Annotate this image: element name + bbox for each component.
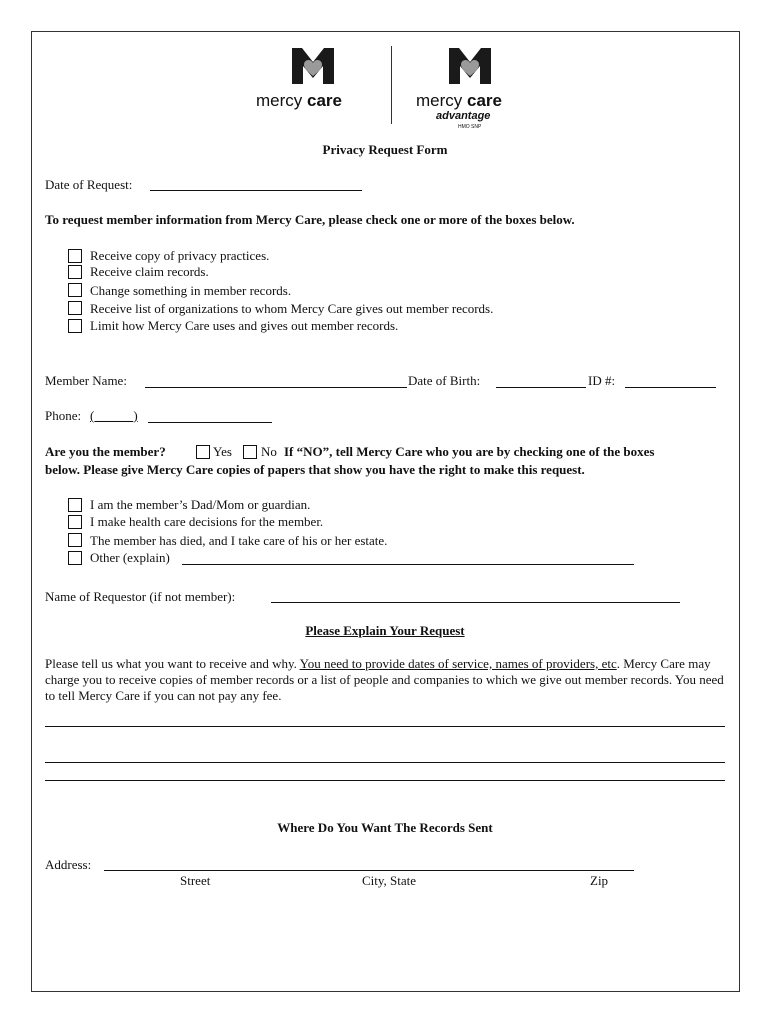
checkbox-no[interactable]: [243, 445, 257, 459]
id-number-label: ID #:: [588, 373, 616, 388]
explain-text-part2: . Mercy Care may charge you to receive copies of member records or a list of people and companies to which we give out member records. You need to tell Mercy Care if you can not pay any fee.: [45, 656, 724, 703]
logo-text-bold: care: [307, 91, 342, 110]
yes-label: Yes: [213, 444, 232, 459]
explain-line-1[interactable]: [45, 726, 725, 727]
explain-request-text: [45, 656, 735, 704]
checkbox-yes[interactable]: [196, 445, 210, 459]
option-other-label: Other (explain): [90, 550, 170, 565]
checkbox-health-decisions[interactable]: [68, 515, 82, 529]
option-parent-guardian-label: I am the member’s Dad/Mom or guardian.: [90, 497, 311, 512]
address-label: Address:: [45, 857, 92, 872]
explain-text-part1: Please tell us what you want to receive and why.: [45, 656, 300, 671]
checkbox-change-records[interactable]: [68, 283, 82, 297]
date-of-birth-label: Date of Birth:: [408, 373, 481, 388]
if-no-instruction: If “NO”, tell Mercy Care who you are by checking one of the boxes: [284, 444, 655, 459]
option-health-decisions-label: I make health care decisions for the member.: [90, 514, 324, 529]
phone-area-code[interactable]: (______): [90, 408, 138, 423]
logo-hmo-snp-text: HMO SNP: [458, 124, 482, 130]
no-label: No: [261, 444, 277, 459]
request-instruction: To request member information from Mercy Care, please check one or more of the boxes below.: [45, 212, 575, 227]
logo-text-bold: care: [467, 91, 502, 110]
if-no-instruction-continued: below. Please give Mercy Care copies of papers that show you have the right to make this request.: [45, 462, 585, 477]
option-estate-label: The member has died, and I take care of his or her estate.: [90, 533, 388, 548]
phone-number-field[interactable]: [148, 422, 272, 423]
explain-text-underlined: You need to provide dates of service, names of providers, etc: [299, 656, 617, 671]
address-street-caption: Street: [180, 873, 211, 888]
explain-line-3[interactable]: [45, 780, 725, 781]
option-privacy-practices-label: Receive copy of privacy practices.: [90, 248, 270, 263]
option-change-records-label: Change something in member records.: [90, 283, 292, 298]
form-title: Privacy Request Form: [322, 142, 448, 157]
records-destination-heading: Where Do You Want The Records Sent: [277, 820, 493, 835]
other-explain-field[interactable]: [182, 564, 634, 565]
logo-advantage-text: advantage: [436, 110, 491, 122]
explain-line-2[interactable]: [45, 762, 725, 763]
option-limit-use-label: Limit how Mercy Care uses and gives out member records.: [90, 318, 399, 333]
address-city-state-caption: City, State: [362, 873, 417, 888]
address-field[interactable]: [104, 870, 634, 871]
member-name-label: Member Name:: [45, 373, 127, 388]
phone-label: Phone:: [45, 408, 82, 423]
logo-text-light: mercy: [416, 91, 463, 110]
logo-divider: [391, 46, 392, 124]
address-zip-caption: Zip: [590, 873, 609, 888]
date-of-request-field[interactable]: [150, 190, 362, 191]
member-name-field[interactable]: [145, 387, 407, 388]
checkbox-claim-records[interactable]: [68, 265, 82, 279]
logo-text-light: mercy: [256, 91, 303, 110]
option-list-organizations-label: Receive list of organizations to whom Mercy Care gives out member records.: [90, 301, 494, 316]
checkbox-other[interactable]: [68, 551, 82, 565]
checkbox-privacy-practices[interactable]: [68, 249, 82, 263]
checkbox-list-organizations[interactable]: [68, 301, 82, 315]
mercy-care-m-icon: [290, 46, 336, 86]
are-you-member-question: Are you the member?: [45, 444, 166, 459]
mercy-care-advantage-m-icon: [447, 46, 493, 86]
date-of-request-label: Date of Request:: [45, 177, 133, 192]
date-of-birth-field[interactable]: [496, 387, 586, 388]
id-number-field[interactable]: [625, 387, 716, 388]
option-claim-records-label: Receive claim records.: [90, 264, 209, 279]
checkbox-limit-use[interactable]: [68, 319, 82, 333]
explain-request-heading: Please Explain Your Request: [305, 623, 465, 638]
checkbox-parent-guardian[interactable]: [68, 498, 82, 512]
checkbox-estate[interactable]: [68, 533, 82, 547]
requestor-name-field[interactable]: [271, 602, 680, 603]
requestor-name-label: Name of Requestor (if not member):: [45, 589, 236, 604]
